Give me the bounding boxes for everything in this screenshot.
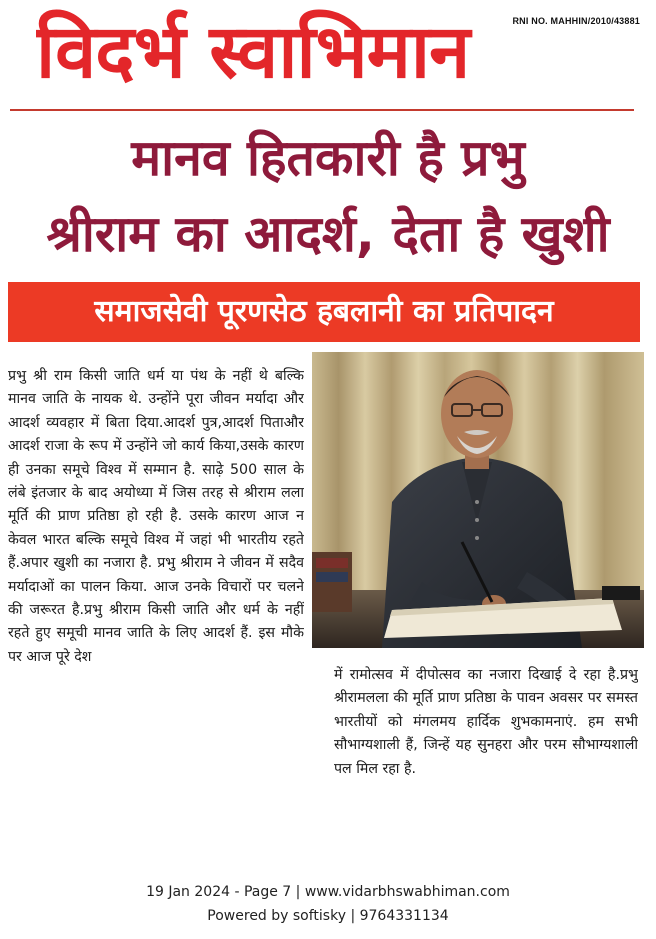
rni-number: RNI NO. MAHHIN/2010/43881 xyxy=(512,16,640,26)
article-column-left: प्रभु श्री राम किसी जाति धर्म या पंथ के नहीं थे बल्कि मानव जाति के नायक थे. उन्होंने पूरा जीवन मर्यादा और आदर्श व्यवहार में बिता दिया.आदर्श पुत्र,आदर्श पिताऔर आदर्श राजा के रूप में उन्होंने जो कार्य किया,उसके कारण ही उनका समूचे विश्व में सम्मान है. साढ़े 500 साल के लंबे इंतजार के बाद अयोध्या में जिस तरह से श्रीराम लला मूर्ति की प्राण प्रतिष्ठा हो रही है. उसके कारण आज न केवल भारत बल्कि समूचे विश्व में जहां भी भारतीय रहते हैं.अपार खुशी का नजारा है. प्रभु श्रीराम ने जीवन में सदैव मर्यादाओं का पालन किया. आज उनके विचारों पर चलने की जरूरत है.प्रभु श्रीराम किसी जाति और धर्म के नहीं रहते हुए समूची मानव जाति के लिए आदर्श हैं. इस मौके पर आज पूरे देश xyxy=(8,368,304,665)
footer-powered-by: Powered by softisky | 9764331134 xyxy=(207,908,449,924)
headline-line-1: मानव हितकारी है प्रभु xyxy=(131,129,525,187)
man-signing-document-photo xyxy=(312,352,644,648)
newspaper-title: विदर्भ स्वाभिमान xyxy=(36,9,470,95)
footer-date-website: 19 Jan 2024 - Page 7 | www.vidarbhswabhiman.com xyxy=(146,884,510,900)
article-photo xyxy=(312,352,644,648)
headline-line-2: श्रीराम का आदर्श, देता है खुशी xyxy=(46,205,610,263)
subheadline-banner: समाजसेवी पूरणसेठ हबलानी का प्रतिपादन xyxy=(8,282,640,342)
masthead xyxy=(0,0,656,112)
masthead-divider xyxy=(10,109,634,111)
article-column-right: में रामोत्सव में दीपोत्सव का नजारा दिखाई दे रहा है.प्रभु श्रीरामलला की मूर्ति प्राण प्रतिष्ठा के पावन अवसर पर समस्त भारतीयों को मंगलमय हार्दिक शुभकामनाएं. हम सभी सौभाग्यशाली हैं, जिन्हें यह सुनहरा और परम सौभाग्यशाली पल मिल रहा है. xyxy=(334,667,638,777)
